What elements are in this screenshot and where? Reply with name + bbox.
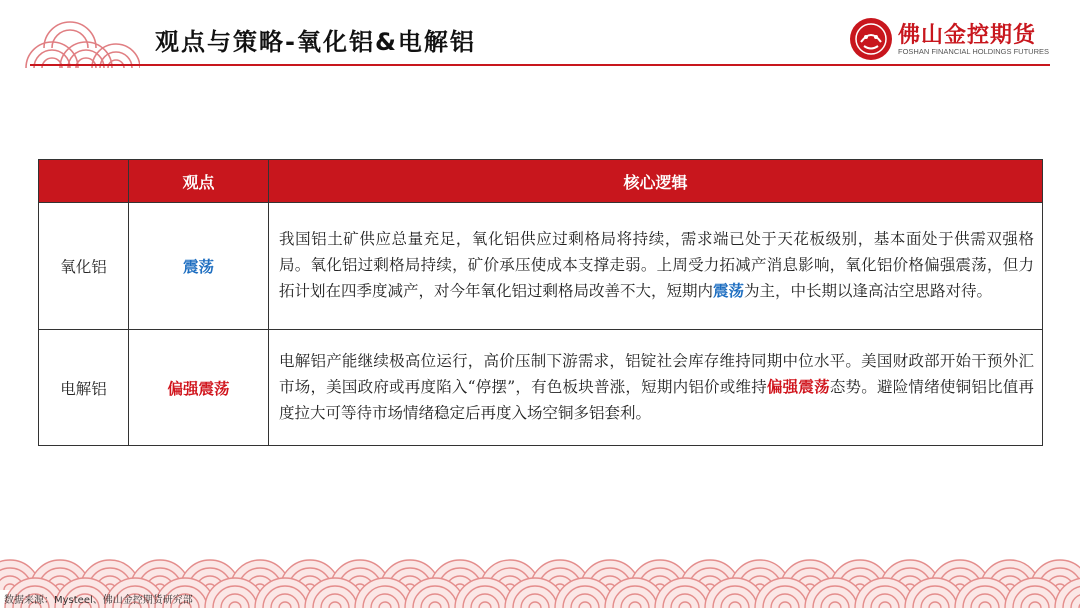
header-wave-decoration bbox=[22, 18, 140, 68]
view-badge: 偏强震荡 bbox=[129, 330, 269, 446]
header-cell-view: 观点 bbox=[129, 160, 269, 203]
table-header-row bbox=[39, 160, 1043, 203]
table-row-alumina bbox=[39, 203, 1043, 330]
header-divider bbox=[30, 64, 1050, 66]
table-row-electrolytic-aluminum bbox=[39, 330, 1043, 446]
variety-name: 氧化铝 bbox=[39, 203, 129, 330]
core-logic-text bbox=[269, 330, 1043, 446]
logic-highlight: 偏强震荡 bbox=[766, 377, 830, 397]
logic-text: 我国铝土矿供应总量充足，氧化铝供应过剩格局将持续，需求端已处于天花板级别，基本面处于供需双强格局。氧化铝过剩格局持续，矿价承压使成本支撑走弱。上周受力拓减产消息影响，氧化铝价格偏强震荡，但力拓计划在四季度减产，对今年氧化铝过剩格局改善不大，短期内 bbox=[279, 230, 1034, 301]
logic-text: 电解铝产能继续极高位运行，高价压制下游需求，铝锭社会库存维持同期中位水平。美国财政部开始干预外汇市场，美国政府或再度陷入“停摆”，有色板块普涨，短期内铝价或维持 bbox=[279, 351, 1034, 397]
logic-highlight: 震荡 bbox=[713, 281, 745, 301]
header-cell-variety bbox=[39, 160, 129, 203]
view-badge: 震荡 bbox=[129, 203, 269, 330]
core-logic-text bbox=[269, 203, 1043, 330]
company-logo bbox=[850, 16, 1050, 62]
data-source-note: 数据来源：Mysteel、佛山金控期货研究部 bbox=[4, 595, 193, 606]
strategy-table bbox=[38, 159, 1043, 446]
logo-company-name: 佛山金控期货 bbox=[898, 23, 1037, 48]
logic-text-tail: 为主，中长期以逢高沽空思路对待。 bbox=[744, 282, 993, 301]
logo-company-name-en: FOSHAN FINANCIAL HOLDINGS FUTURES bbox=[898, 47, 1049, 56]
variety-name: 电解铝 bbox=[39, 330, 129, 446]
page-title: 观点与策略-氧化铝&电解铝 bbox=[155, 28, 476, 56]
lion-head-logo-icon bbox=[850, 18, 892, 60]
header-cell-logic: 核心逻辑 bbox=[269, 160, 1043, 203]
logic-text-tail: 态势。避险情绪使铜铝比值再度拉大可等待市场情绪稳定后再度入场空铜多铝套利。 bbox=[279, 378, 1034, 422]
